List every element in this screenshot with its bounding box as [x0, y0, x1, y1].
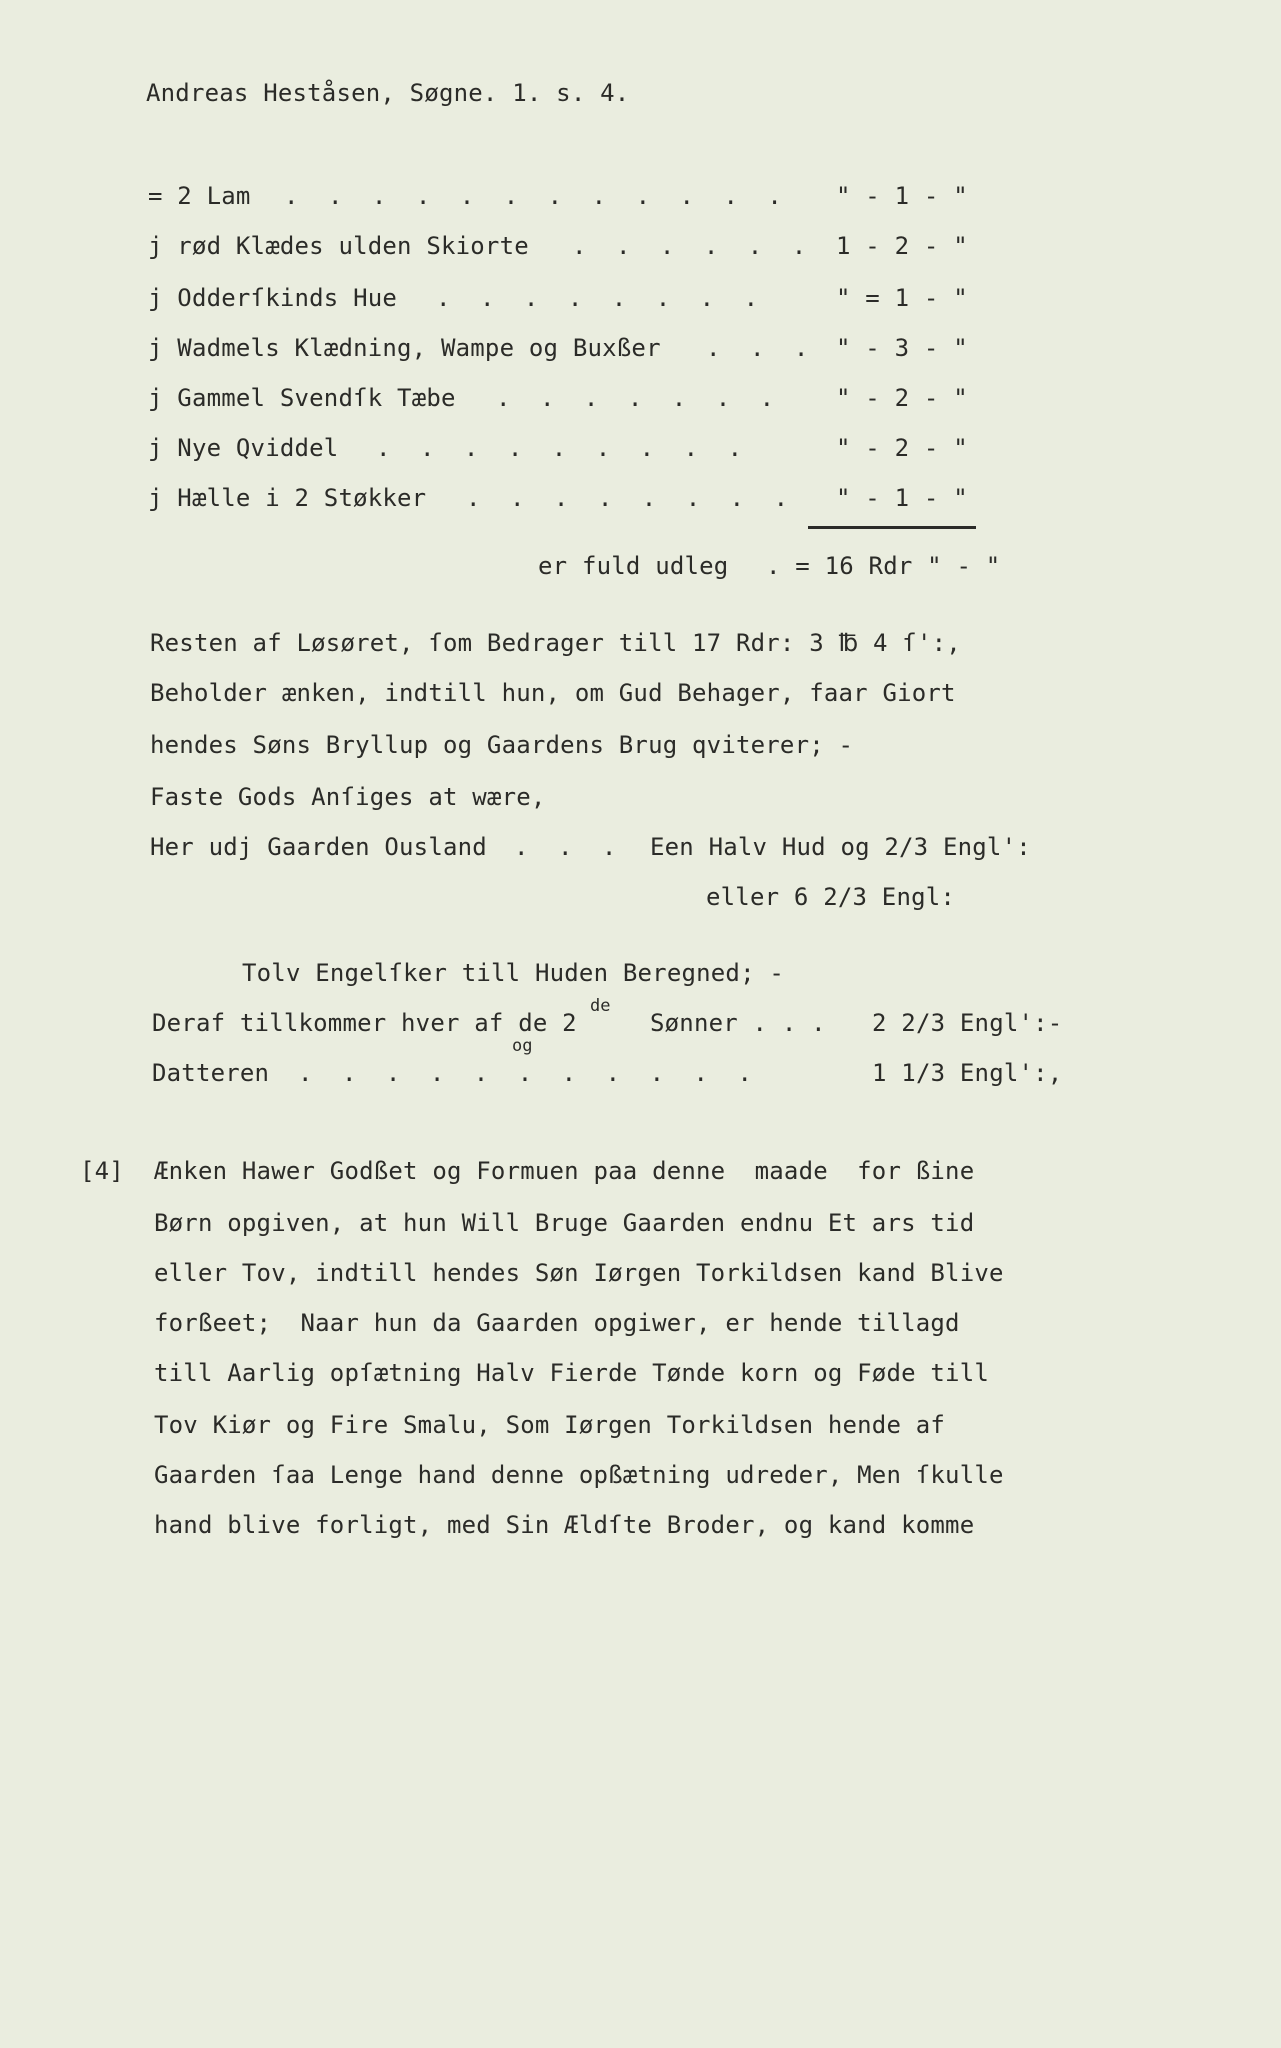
- inventory-value: " - 2 - ": [836, 384, 968, 412]
- inventory-dots: . . . . . . . .: [436, 284, 759, 312]
- inventory-dots: . . . . . .: [572, 232, 807, 260]
- inventory-dots: . . . . . . . .: [466, 484, 789, 512]
- paragraph-line: Ænken Hawer Godßet og Formuen paa denne maade for ßine: [154, 1157, 975, 1185]
- inventory-item: j Odderſkinds Hue: [148, 284, 398, 312]
- inventory-item: j Gammel Svendſk Tæbe: [148, 384, 456, 412]
- inventory-value: " - 1 - ": [836, 484, 968, 512]
- page-marker: [4]: [80, 1157, 124, 1185]
- paragraph-line: Børn opgiven, at hun Will Bruge Gaarden endnu Et ars tid: [154, 1209, 975, 1237]
- inventory-dots: . . . . . . . . . . . .: [284, 182, 783, 210]
- sum-rule: [808, 526, 976, 529]
- paragraph-line: forßeet; Naar hun da Gaarden opgiwer, er hende tillagd: [154, 1309, 960, 1337]
- document-title: Andreas Heståsen, Søgne. 1. s. 4.: [146, 79, 630, 107]
- property-dots: . . .: [514, 833, 617, 861]
- division-sons-share: 2 2/3 Engl':-: [872, 1009, 1063, 1037]
- inventory-value: " - 1 - ": [836, 182, 968, 210]
- inventory-item: = 2 Lam: [148, 182, 251, 210]
- paragraph-line: Gaarden ſaa Lenge hand denne opßætning udreder, Men ſkulle: [154, 1461, 1004, 1489]
- inventory-item: j Nye Qviddel: [148, 434, 339, 462]
- paragraph-line: till Aarlig opſætning Halv Fierde Tønde korn og Føde till: [154, 1359, 990, 1387]
- inventory-item: j rød Klædes ulden Skiorte: [148, 232, 529, 260]
- superscript-de: de: [590, 996, 611, 1016]
- paragraph-line: Beholder ænken, indtill hun, om Gud Behager, faar Giort: [150, 679, 956, 707]
- inventory-dots: . . . . . . .: [496, 384, 775, 412]
- division-daughter-dots: . . . . . . . . . . .: [298, 1059, 753, 1087]
- division-daughter-share: 1 1/3 Engl':,: [872, 1059, 1063, 1087]
- division-sons-label: Deraf tillkommer hver af de 2: [152, 1009, 577, 1037]
- property-share-alt: eller 6 2/3 Engl:: [706, 883, 956, 911]
- inventory-value: " = 1 - ": [836, 284, 968, 312]
- division-sons-mid: Sønner . . .: [650, 1009, 826, 1037]
- paragraph-line: Tov Kiør og Fire Smalu, Som Iørgen Torkildsen hende af: [154, 1411, 946, 1439]
- division-daughter-label: Datteren: [152, 1059, 270, 1087]
- paragraph-line: Faste Gods Anſiges at wære,: [150, 783, 546, 811]
- inventory-dots: . . . . . . . . .: [376, 434, 743, 462]
- paragraph-line: Resten af Løsøret, ſom Bedrager till 17 Rdr: 3 ℔ 4 ſ':,: [150, 629, 961, 657]
- division-intro: Tolv Engelſker till Huden Beregned; -: [242, 959, 785, 987]
- total-value: . = 16 Rdr " - ": [766, 552, 1001, 580]
- property-share: Een Halv Hud og 2/3 Engl':: [650, 833, 1031, 861]
- paragraph-line: hendes Søns Bryllup og Gaardens Brug qviterer; -: [150, 731, 854, 759]
- inventory-value: " - 2 - ": [836, 434, 968, 462]
- interlinear-og: og: [512, 1036, 533, 1056]
- paragraph-line: hand blive forligt, med Sin Ældſte Broder, og kand komme: [154, 1511, 975, 1539]
- inventory-item: j Hælle i 2 Støkker: [148, 484, 427, 512]
- inventory-value: 1 - 2 - ": [836, 232, 968, 260]
- inventory-dots: . . .: [706, 334, 809, 362]
- inventory-item: j Wadmels Klædning, Wampe og Buxßer: [148, 334, 661, 362]
- property-farm: Her udj Gaarden Ousland: [150, 833, 487, 861]
- paragraph-line: eller Tov, indtill hendes Søn Iørgen Torkildsen kand Blive: [154, 1259, 1004, 1287]
- total-label: er fuld udleg: [538, 552, 729, 580]
- inventory-value: " - 3 - ": [836, 334, 968, 362]
